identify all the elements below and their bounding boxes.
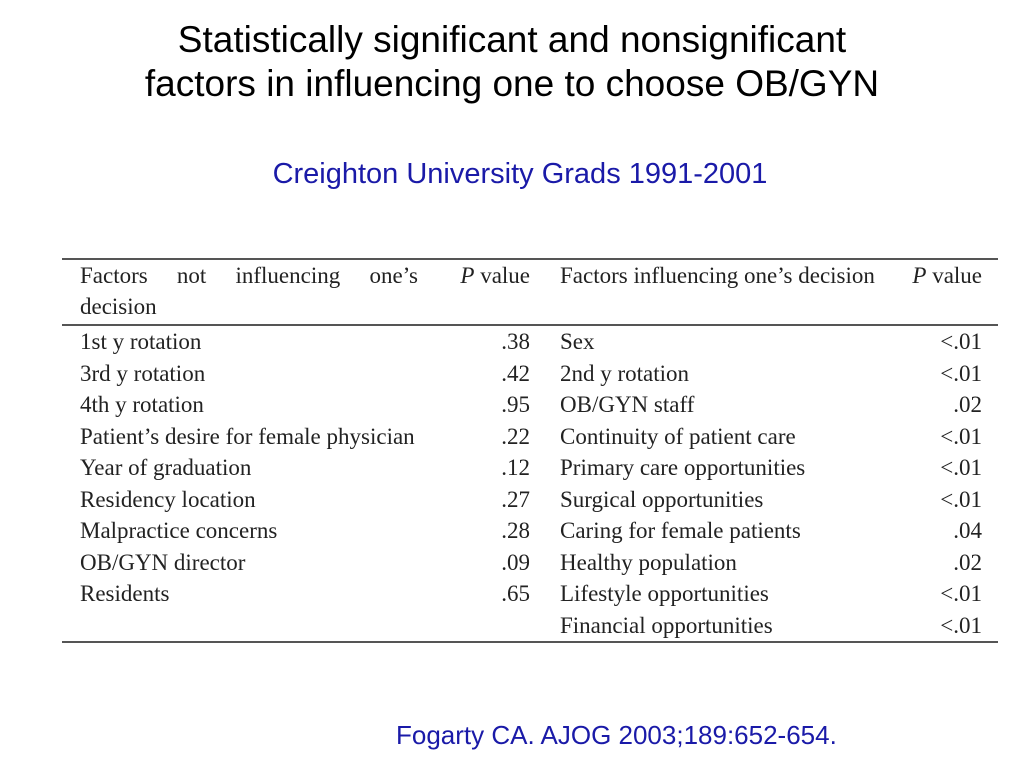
right-p-value-cell: <.01	[940, 360, 982, 386]
left-p-value-cell: .28	[501, 518, 530, 543]
right-factor-cell: Surgical opportunities	[560, 486, 764, 512]
right-p-value-cell: <.01	[940, 486, 982, 512]
slide-title-line-1: Statistically significant and nonsignificant	[177, 19, 847, 60]
right-p-value-cell: .02	[953, 392, 982, 417]
slide-subtitle: Creighton University Grads 1991-2001	[272, 158, 768, 190]
left-p-value-cell: .27	[501, 486, 530, 512]
p-italic: P	[460, 263, 475, 288]
left-p-value-cell: .95	[501, 392, 530, 417]
header-p-value-right: P value	[912, 263, 982, 288]
header-not-influencing: Factors not influencing one’s decision	[80, 263, 418, 319]
table-row	[62, 326, 998, 358]
table-row	[62, 610, 998, 642]
left-factor-cell: Residents	[80, 581, 170, 606]
right-factor-cell: OB/GYN staff	[560, 392, 695, 417]
left-factor-cell: Year of graduation	[80, 455, 252, 480]
table-bottom-rule	[62, 641, 998, 643]
left-p-value-cell: .38	[501, 329, 530, 354]
right-factor-cell: Financial opportunities	[560, 612, 773, 638]
right-factor-cell: 2nd y rotation	[560, 360, 690, 386]
left-factor-cell: Patient’s desire for female physician	[80, 423, 415, 449]
table-row	[62, 358, 998, 390]
table-row	[62, 389, 998, 421]
table-row	[62, 578, 998, 610]
right-p-value-cell: <.01	[940, 423, 982, 449]
left-factor-cell: Residency location	[80, 486, 256, 512]
table-row	[62, 484, 998, 516]
header-influencing: Factors influencing one’s decision	[560, 263, 875, 288]
right-factor-cell: Lifestyle opportunities	[560, 581, 769, 606]
header-p-value-left: P value	[460, 263, 530, 288]
right-factor-cell: Continuity of patient care	[560, 423, 796, 449]
left-factor-cell: 1st y rotation	[80, 329, 202, 354]
left-p-value-cell: .22	[501, 423, 530, 449]
slide-title	[0, 18, 1024, 106]
left-p-value-cell: .12	[501, 455, 530, 480]
citation: Fogarty CA. AJOG 2003;189:652-654.	[396, 720, 837, 750]
left-p-value-cell: .42	[501, 360, 530, 386]
left-p-value-cell: .65	[501, 581, 530, 606]
table-header-row	[62, 260, 998, 322]
right-p-value-cell: .04	[953, 518, 982, 543]
table-row	[62, 547, 998, 579]
right-p-value-cell: <.01	[940, 329, 982, 354]
right-p-value-cell: .02	[953, 549, 982, 575]
right-factor-cell: Sex	[560, 329, 595, 354]
right-p-value-cell: <.01	[940, 455, 982, 480]
table-row	[62, 421, 998, 453]
slide-title-line-2: factors in influencing one to choose OB/GYN	[144, 63, 880, 104]
right-factor-cell: Healthy population	[560, 549, 737, 575]
left-factor-cell: 3rd y rotation	[80, 360, 206, 386]
right-factor-cell: Caring for female patients	[560, 518, 801, 543]
table-row	[62, 452, 998, 484]
factors-table	[62, 258, 998, 643]
right-p-value-cell: <.01	[940, 612, 982, 638]
table-body	[62, 326, 998, 641]
p-italic: P	[912, 263, 927, 288]
left-factor-cell: 4th y rotation	[80, 392, 204, 417]
left-p-value-cell: .09	[501, 549, 530, 575]
right-factor-cell: Primary care opportunities	[560, 455, 806, 480]
table-row	[62, 515, 998, 547]
left-factor-cell: Malpractice concerns	[80, 518, 278, 543]
right-p-value-cell: <.01	[940, 581, 982, 606]
left-factor-cell: OB/GYN director	[80, 549, 246, 575]
